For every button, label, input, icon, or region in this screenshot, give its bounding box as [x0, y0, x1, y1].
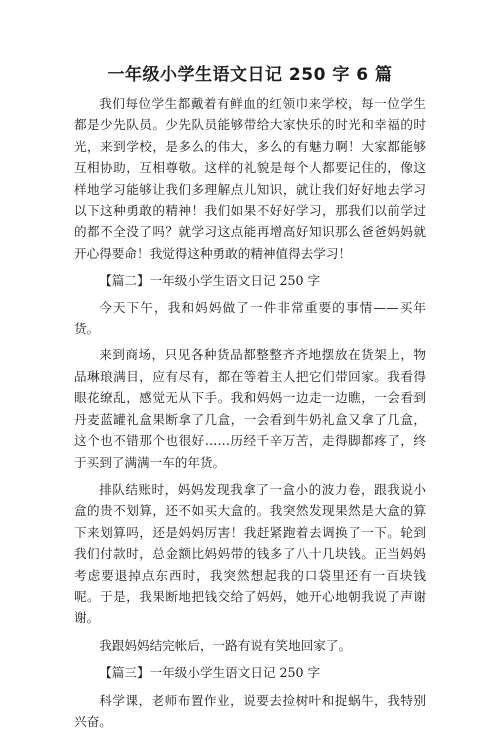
section-heading-3: 【篇三】一年级小学生语文日记 250 字 [99, 665, 321, 681]
document-title: 一年级小学生语文日记 250 字 6 篇 [107, 65, 393, 85]
paragraph-intro: 我们每位学生都戴着有鲜血的红领巾来学校，每一位学生都是少先队员。少先队员能够带给大家快乐的时光和幸福的时光，来到学校，是多么的伟大，多么的有魅力啊！大家都能够互相协助，互相尊敬。这样的礼貌是每个人都要记住的，像这样地学习能够让我们多理解点儿知识，就让我们好好地去学习以下这种勇敢的精神！我们如果不好好学习，那我们以前学过的都不全没了吗？就学习这点能再增高好知识那么爸爸妈妈就开心得要命！我觉得这种勇敢的精神值得去学习！ [74, 96, 426, 261]
paragraph: 科学课，老师布置作业，说要去捡树叶和捉蜗牛，我特别兴奋。 [74, 692, 426, 729]
document-body [74, 93, 426, 738]
paragraph: 排队结账时，妈妈发现我拿了一盒小的波力卷，跟我说小盒的贵不划算，还不如买大盒的。我突然发现果然是大盒的算下来划算吗，还是妈妈厉害！我赶紧跑着去调换了一下。轮到我们付款时，总金额比妈妈带的钱多了八十几块钱。正当妈妈考虑要退掉点东西时，我突然想起我的口袋里还有一百块钱呢。于是，我果断地把钱交给了妈妈，她开心地朝我说了声谢谢。 [74, 481, 426, 626]
paragraph: 我跟妈妈结完帐后，一路有说有笑地回家了。 [99, 637, 352, 653]
paragraph: 来到商场，只见各种货品都整整齐齐地摆放在货架上，物品琳琅满目，应有尽有，都在等着主人把它们带回家。我看得眼花缭乱，感觉无从下手。我和妈妈一边走一边瞧，一会看到丹麦蓝罐礼盒果断拿了几盒，一会看到牛奶礼盒又拿了几盒，这个也不错那个也很好……历经千辛万苦，走得脚都疼了，终于买到了满满一车的年货。 [74, 347, 426, 470]
paragraph: 今天下午，我和妈妈做了一件非常重要的事情——买年货。 [74, 299, 426, 337]
section-heading-2: 【篇二】一年级小学生语文日记 250 字 [99, 273, 321, 289]
